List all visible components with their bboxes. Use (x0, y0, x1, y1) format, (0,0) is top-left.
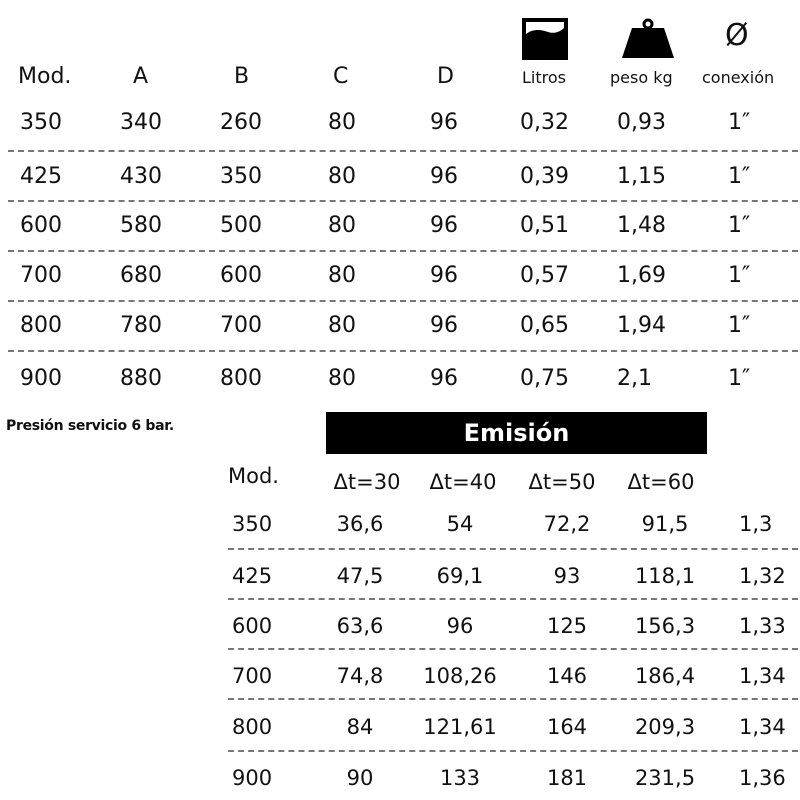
emission-cell: 96 (446, 614, 474, 638)
spec-cell: 96 (430, 263, 458, 288)
header-d: D (437, 64, 454, 89)
emission-cell: 47,5 (336, 564, 384, 588)
emission-cell: 91,5 (641, 512, 689, 536)
row-divider (8, 250, 798, 252)
spec-cell: 96 (430, 313, 458, 338)
emission-cell: 600 (232, 614, 273, 638)
emission-title-bar (326, 412, 707, 454)
emission-cell: 36,6 (336, 512, 384, 536)
header-a: A (133, 64, 149, 89)
emission-cell: 84 (346, 715, 374, 739)
spec-cell: 880 (120, 366, 162, 391)
emission-cell: 121,61 (423, 715, 497, 739)
water-volume-icon (522, 18, 568, 64)
emission-header-dt40: Δt=40 (429, 470, 497, 494)
emission-row-divider (228, 750, 798, 752)
spec-cell: 80 (328, 313, 356, 338)
spec-cell: 1,69 (617, 263, 666, 288)
spec-cell: 0,93 (617, 110, 666, 135)
spec-cell: 260 (220, 110, 262, 135)
spec-cell: 600 (20, 213, 62, 238)
spec-cell: 350 (220, 164, 262, 189)
header-b: B (234, 64, 250, 89)
row-divider (8, 300, 798, 302)
spec-cell: 430 (120, 164, 162, 189)
spec-cell: 80 (328, 213, 356, 238)
spec-cell: 680 (120, 263, 162, 288)
spec-cell: 800 (20, 313, 62, 338)
spec-cell: 350 (20, 110, 62, 135)
spec-cell: 600 (220, 263, 262, 288)
emission-cell: 69,1 (436, 564, 484, 588)
emission-cell: 54 (446, 512, 474, 536)
spec-cell: 1″ (728, 164, 751, 189)
spec-cell: 0,32 (520, 110, 569, 135)
spec-cell: 1″ (728, 213, 751, 238)
emission-header-dt30: Δt=30 (333, 470, 401, 494)
emission-cell: 231,5 (634, 766, 696, 790)
emission-cell: 1,3 (739, 512, 773, 536)
spec-cell: 800 (220, 366, 262, 391)
emission-cell: 181 (546, 766, 588, 790)
emission-cell: 425 (232, 564, 273, 588)
spec-cell: 500 (220, 213, 262, 238)
emission-cell: 1,32 (739, 564, 786, 588)
spec-cell: 2,1 (617, 366, 652, 391)
emission-cell: 63,6 (336, 614, 384, 638)
emission-header-mod: Mod. (228, 464, 279, 488)
diameter-icon: Ø (725, 18, 749, 53)
spec-cell: 1″ (728, 366, 751, 391)
emission-cell: 72,2 (543, 512, 591, 536)
emission-cell: 900 (232, 766, 273, 790)
emission-title: Emisión (463, 419, 570, 447)
spec-cell: 96 (430, 164, 458, 189)
emission-row-divider (228, 598, 798, 600)
peso-label: peso kg (610, 68, 673, 87)
emission-cell: 700 (232, 664, 273, 688)
spec-cell: 96 (430, 366, 458, 391)
emission-cell: 93 (553, 564, 581, 588)
spec-cell: 96 (430, 110, 458, 135)
spec-cell: 340 (120, 110, 162, 135)
spec-cell: 900 (20, 366, 62, 391)
spec-cell: 0,51 (520, 213, 569, 238)
spec-cell: 580 (120, 213, 162, 238)
spec-cell: 1″ (728, 110, 751, 135)
spec-cell: 700 (20, 263, 62, 288)
spec-cell: 0,65 (520, 313, 569, 338)
litros-label: Litros (522, 68, 566, 87)
spec-cell: 0,57 (520, 263, 569, 288)
emission-cell: 1,34 (739, 664, 786, 688)
emission-cell: 90 (346, 766, 374, 790)
spec-cell: 80 (328, 366, 356, 391)
row-divider (8, 150, 798, 152)
emission-cell: 108,26 (423, 664, 497, 688)
emission-cell: 1,36 (739, 766, 786, 790)
emission-cell: 164 (546, 715, 588, 739)
emission-cell: 146 (546, 664, 588, 688)
emission-header-dt60: Δt=60 (627, 470, 695, 494)
pressure-note: Presión servicio 6 bar. (6, 418, 174, 434)
emission-cell: 209,3 (634, 715, 696, 739)
row-divider (8, 200, 798, 202)
emission-cell: 125 (546, 614, 588, 638)
emission-cell: 156,3 (634, 614, 696, 638)
spec-cell: 1,15 (617, 164, 666, 189)
spec-cell: 0,39 (520, 164, 569, 189)
spec-cell: 0,75 (520, 366, 569, 391)
emission-cell: 186,4 (634, 664, 696, 688)
header-mod: Mod. (18, 64, 72, 89)
spec-cell: 80 (328, 263, 356, 288)
spec-cell: 1″ (728, 263, 751, 288)
emission-cell: 118,1 (634, 564, 696, 588)
spec-cell: 780 (120, 313, 162, 338)
spec-cell: 96 (430, 213, 458, 238)
spec-cell: 1,48 (617, 213, 666, 238)
header-c: C (333, 64, 349, 89)
emission-cell: 350 (232, 512, 273, 536)
spec-cell: 425 (20, 164, 62, 189)
row-divider (8, 350, 798, 352)
emission-cell: 133 (439, 766, 481, 790)
emission-row-divider (228, 548, 798, 550)
emission-row-divider (228, 698, 798, 700)
emission-cell: 800 (232, 715, 273, 739)
emission-cell: 1,33 (739, 614, 786, 638)
emission-header-dt50: Δt=50 (528, 470, 596, 494)
conexion-label: conexión (702, 68, 775, 87)
emission-cell: 74,8 (336, 664, 384, 688)
emission-row-divider (228, 648, 798, 650)
spec-cell: 1″ (728, 313, 751, 338)
spec-cell: 80 (328, 110, 356, 135)
spec-cell: 700 (220, 313, 262, 338)
spec-cell: 80 (328, 164, 356, 189)
spec-cell: 1,94 (617, 313, 666, 338)
emission-cell: 1,34 (739, 715, 786, 739)
weight-icon (618, 18, 678, 64)
